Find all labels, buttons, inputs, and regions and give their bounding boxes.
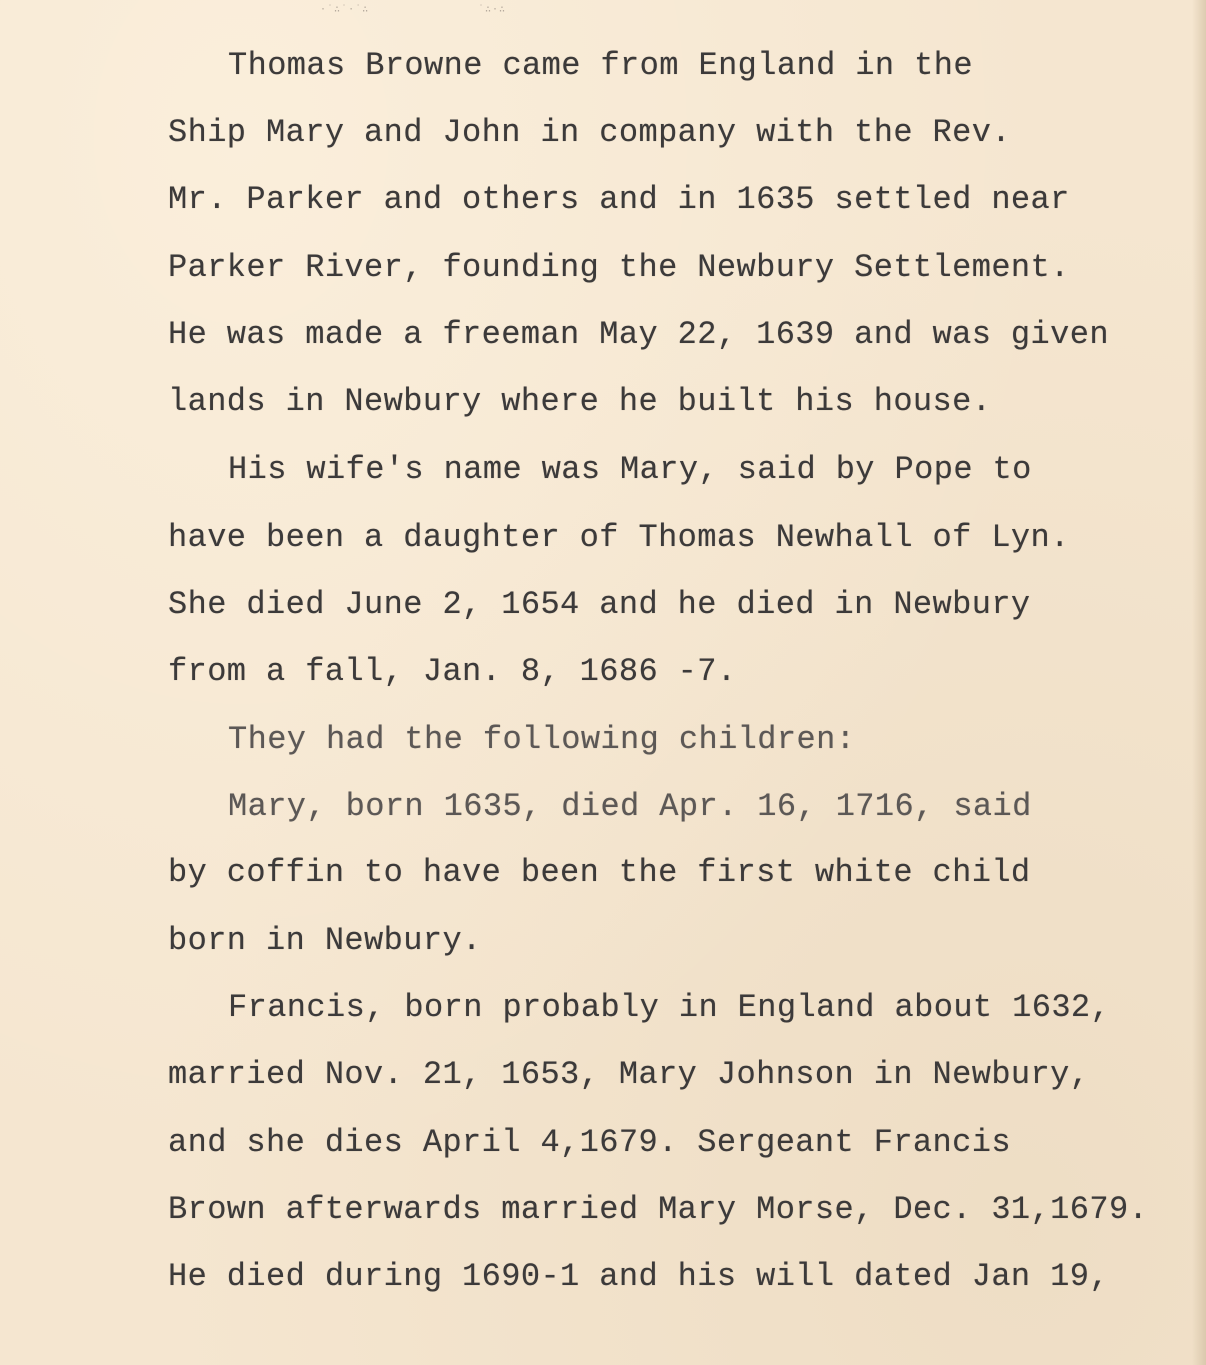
text-line: His wife's name was Mary, said by Pope to <box>228 451 1032 488</box>
text-line: from a fall, Jan. 8, 1686 -7. <box>168 653 737 690</box>
text-line: She died June 2, 1654 and he died in Newbury <box>168 586 1031 623</box>
text-line: by coffin to have been the first white child <box>168 854 1031 891</box>
text-line: Thomas Browne came from England in the <box>228 47 973 84</box>
text-line: born in Newbury. <box>168 922 482 959</box>
text-line: Francis, born probably in England about 1632, <box>228 989 1111 1026</box>
text-line: They had the following children: <box>228 721 856 758</box>
text-line: lands in Newbury where he built his house. <box>168 383 992 420</box>
top-edge-smudge: ˙∴·∴ <box>478 4 507 15</box>
text-line: He was made a freeman May 22, 1639 and was given <box>168 316 1109 353</box>
paper-edge <box>1192 0 1206 1365</box>
text-line: Mr. Parker and others and in 1635 settled near <box>168 181 1070 218</box>
top-edge-smudge: ·˙∴˙·˙∴ <box>320 4 370 15</box>
text-line: Parker River, founding the Newbury Settlement. <box>168 249 1070 286</box>
text-line: and she dies April 4,1679. Sergeant Francis <box>168 1124 1011 1161</box>
text-line: married Nov. 21, 1653, Mary Johnson in Newbury, <box>168 1056 1090 1093</box>
text-line: He died during 1690-1 and his will dated Jan 19, <box>168 1258 1109 1295</box>
text-line: have been a daughter of Thomas Newhall of Lyn. <box>168 519 1070 556</box>
text-line: Brown afterwards married Mary Morse, Dec. 31,1679. <box>168 1191 1149 1228</box>
text-line: Mary, born 1635, died Apr. 16, 1716, said <box>228 788 1032 825</box>
text-line: Ship Mary and John in company with the Rev. <box>168 114 1011 151</box>
